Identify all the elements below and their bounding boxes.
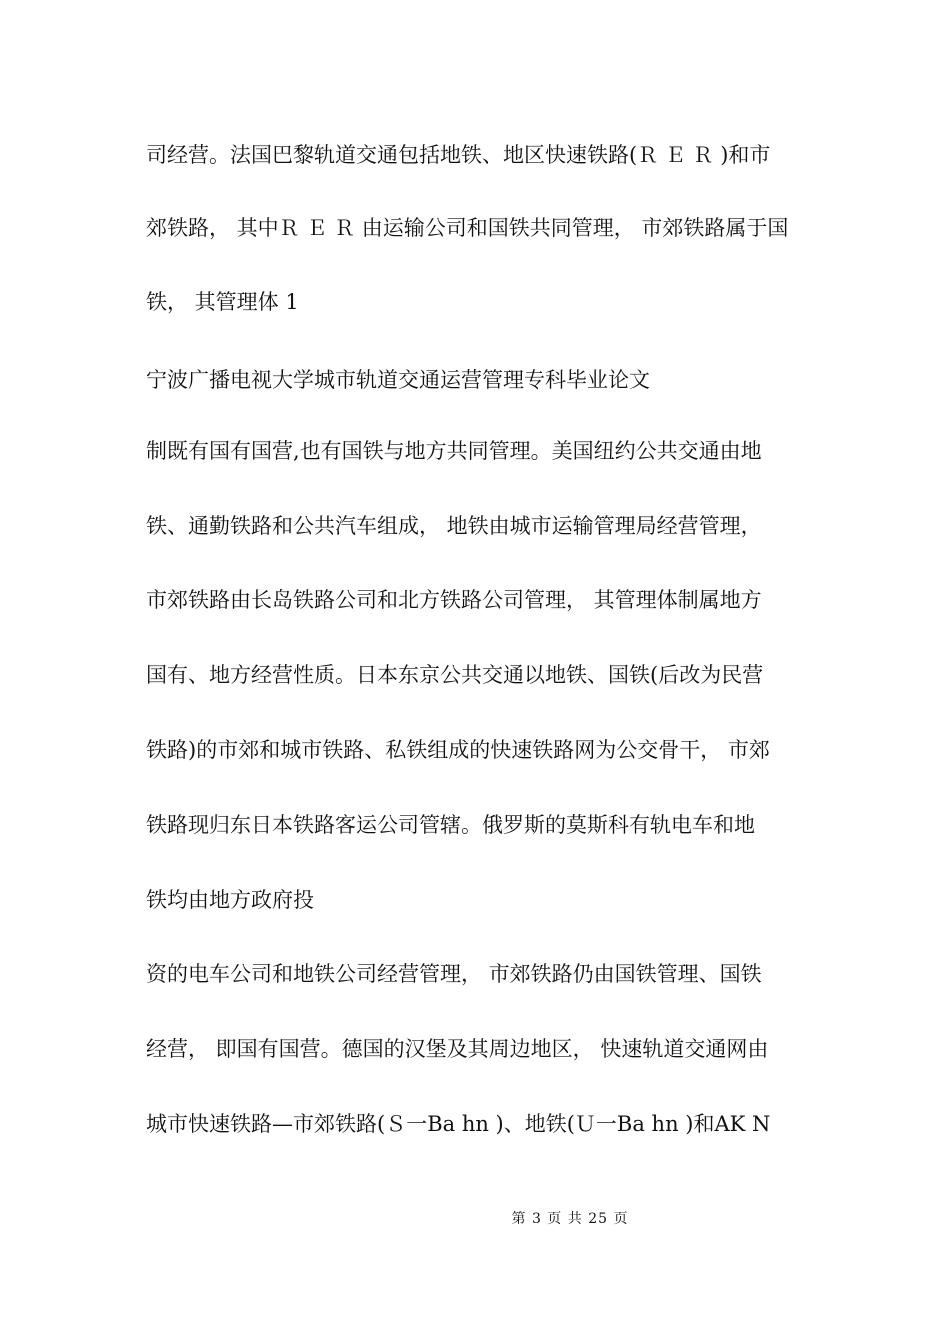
- body-text-line: 铁， 其管理体 1: [146, 290, 299, 314]
- page-number: 第 3 页 共 25 页: [511, 1211, 629, 1227]
- body-text-line: 资的电车公司和地铁公司经营管理， 市郊铁路仍由国铁管理、国铁: [146, 962, 762, 986]
- body-text-line: 经营， 即国有国营。德国的汉堡及其周边地区， 快速轨道交通网由: [146, 1037, 769, 1061]
- body-text-line: 铁路现归东日本铁路客运公司管辖。俄罗斯的莫斯科有轨电车和地: [146, 813, 755, 837]
- body-text-line: 铁均由地方政府投: [146, 888, 314, 912]
- body-text-line: 司经营。法国巴黎轨道交通包括地铁、地区快速铁路(Ｒ Ｅ Ｒ )和市: [146, 143, 771, 167]
- body-text-line: 城市快速铁路—市郊铁路(Ｓ一Ba hn )、地铁(Ｕ一Ba hn )和AK N: [146, 1112, 771, 1136]
- body-text-line: 制既有国有国营,也有国铁与地方共同管理。美国纽约公共交通由地: [146, 439, 762, 463]
- running-header-line: 宁波广播电视大学城市轨道交通运营管理专科毕业论文: [146, 368, 650, 392]
- page-footer: [0, 1208, 950, 1228]
- body-text-line: 铁路)的市郊和城市铁路、私铁组成的快速铁路网为公交骨干， 市郊: [146, 738, 770, 762]
- body-text-line: 市郊铁路由长岛铁路公司和北方铁路公司管理， 其管理体制属地方: [146, 588, 762, 612]
- body-text-line: 国有、地方经营性质。日本东京公共交通以地铁、国铁(后改为民营: [146, 663, 764, 687]
- body-text-line: 铁、通勤铁路和公共汽车组成， 地铁由城市运输管理局经营管理，: [146, 514, 762, 538]
- body-text-line: 郊铁路， 其中Ｒ Ｅ Ｒ 由运输公司和国铁共同管理， 市郊铁路属于国: [146, 216, 789, 240]
